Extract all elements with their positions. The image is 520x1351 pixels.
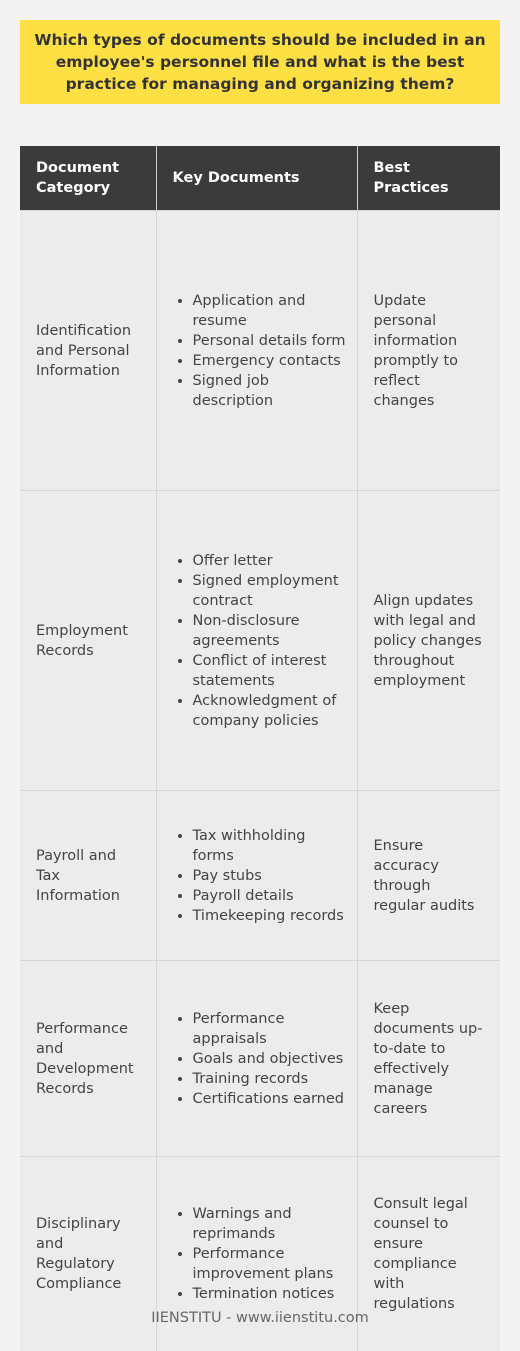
documents-cell bbox=[156, 211, 357, 491]
list-item: • Tax withholding forms bbox=[193, 826, 347, 866]
category-cell: Employment Records bbox=[20, 491, 156, 791]
list-item: • Timekeeping records bbox=[193, 906, 347, 926]
table-header-row bbox=[20, 146, 500, 211]
documents-list bbox=[171, 826, 347, 926]
list-item: • Performance improvement plans bbox=[193, 1244, 347, 1284]
header-document-category: Document Category bbox=[20, 146, 156, 211]
practice-cell: Consult legal counsel to ensure compliance with regulations bbox=[357, 1157, 500, 1351]
list-item: • Termination notices bbox=[193, 1284, 347, 1304]
list-item: • Pay stubs bbox=[193, 866, 347, 886]
table-row bbox=[20, 491, 500, 791]
practice-cell: Align updates with legal and policy changes throughout employment bbox=[357, 491, 500, 791]
practice-cell: Keep documents up-to-date to effectively manage careers bbox=[357, 961, 500, 1157]
list-item: • Warnings and reprimands bbox=[193, 1204, 347, 1244]
documents-cell bbox=[156, 791, 357, 961]
category-cell: Disciplinary and Regulatory Compliance bbox=[20, 1157, 156, 1351]
practice-cell: Ensure accuracy through regular audits bbox=[357, 791, 500, 961]
list-item: • Certifications earned bbox=[193, 1089, 347, 1109]
documents-cell bbox=[156, 961, 357, 1157]
documents-list bbox=[171, 551, 347, 731]
category-cell: Payroll and Tax Information bbox=[20, 791, 156, 961]
list-item: • Acknowledgment of company policies bbox=[193, 691, 347, 731]
documents-list bbox=[171, 1009, 347, 1109]
table-row bbox=[20, 791, 500, 961]
category-cell: Performance and Development Records bbox=[20, 961, 156, 1157]
list-item: • Offer letter bbox=[193, 551, 347, 571]
documents-cell bbox=[156, 491, 357, 791]
list-item: • Personal details form bbox=[193, 331, 347, 351]
list-item: • Non-disclosure agreements bbox=[193, 611, 347, 651]
list-item: • Training records bbox=[193, 1069, 347, 1089]
table-row bbox=[20, 211, 500, 491]
list-item: • Emergency contacts bbox=[193, 351, 347, 371]
list-item: • Conflict of interest statements bbox=[193, 651, 347, 691]
list-item: • Goals and objectives bbox=[193, 1049, 347, 1069]
table-row bbox=[20, 961, 500, 1157]
personnel-file-table bbox=[20, 146, 500, 1351]
header-best-practices: Best Practices bbox=[357, 146, 500, 211]
documents-list bbox=[171, 1204, 347, 1304]
list-item: • Performance appraisals bbox=[193, 1009, 347, 1049]
practice-cell: Update personal information promptly to reflect changes bbox=[357, 211, 500, 491]
category-cell: Identification and Personal Information bbox=[20, 211, 156, 491]
question-title: Which types of documents should be included in an employee's personnel file and what is the best practice for managing and organizing them? bbox=[20, 20, 500, 104]
list-item: • Application and resume bbox=[193, 291, 347, 331]
list-item: • Payroll details bbox=[193, 886, 347, 906]
footer-credit: IIENSTITU - www.iienstitu.com bbox=[151, 1310, 369, 1326]
header-key-documents: Key Documents bbox=[156, 146, 357, 211]
documents-list bbox=[171, 291, 347, 411]
list-item: • Signed employment contract bbox=[193, 571, 347, 611]
list-item: • Signed job description bbox=[193, 371, 347, 411]
